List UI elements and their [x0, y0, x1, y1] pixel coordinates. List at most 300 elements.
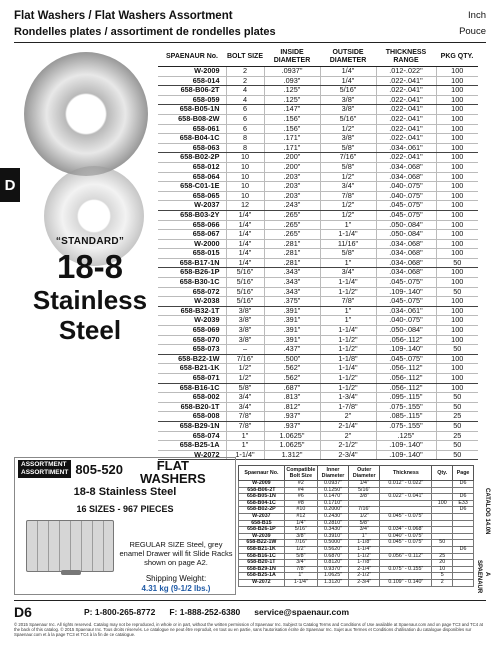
bolt-size-cell: 6	[226, 124, 264, 134]
kit-inner-diameter-cell: 1.3120"	[317, 579, 348, 586]
bolt-size-cell: 1/2"	[226, 374, 264, 384]
part-number-cell[interactable]: 658-B02-2P	[158, 153, 226, 163]
part-number-cell[interactable]: 658-B08-2W	[158, 114, 226, 124]
table-row	[158, 114, 478, 124]
col-header-part-no: SPAENAUR No.	[158, 48, 226, 67]
contact-info	[84, 607, 349, 617]
kit-qty-cell: 25	[432, 553, 453, 560]
page-title: Flat Washers / Flat Washers Assortment	[14, 10, 233, 22]
kit-part-number-cell[interactable]: 658-B16-1C	[239, 553, 285, 560]
table-row	[158, 67, 478, 77]
kit-bolt-size-cell: #6	[284, 494, 317, 501]
col-header-bolt-size: BOLT SIZE	[226, 48, 264, 67]
outside-diameter-cell: 5/8"	[320, 143, 376, 153]
assortment-tag	[18, 460, 123, 478]
table-row	[158, 374, 478, 384]
pkg-qty-cell: 100	[436, 172, 478, 182]
outside-diameter-cell: 1"	[320, 316, 376, 326]
bolt-size-cell: 8	[226, 143, 264, 153]
thickness-cell: .034-.068"	[376, 268, 436, 278]
inside-diameter-cell: .391"	[264, 306, 320, 316]
inside-diameter-cell: 1.0625"	[264, 431, 320, 441]
thickness-cell: .075-.155"	[376, 421, 436, 431]
kit-page-cell	[453, 533, 474, 540]
kit-part-number-cell[interactable]: 658-B02-2P	[239, 507, 285, 514]
inside-diameter-cell: .243"	[264, 201, 320, 211]
outside-diameter-cell: 3/4"	[320, 182, 376, 192]
catalog-side-label: CATALOG 14.0N	[484, 488, 490, 535]
part-number-cell[interactable]: 658-B25-1A	[158, 441, 226, 451]
pkg-qty-cell: 100	[436, 239, 478, 249]
pkg-qty-cell: 50	[436, 393, 478, 403]
kit-part-number-cell[interactable]: 658-B04-1C	[239, 500, 285, 507]
outside-diameter-cell: 1/2"	[320, 201, 376, 211]
kit-part-number-cell[interactable]: 658-B26-1P	[239, 527, 285, 534]
inside-diameter-cell: .281"	[264, 258, 320, 268]
inside-diameter-cell: .391"	[264, 316, 320, 326]
thickness-cell: .045-.075"	[376, 210, 436, 220]
kit-part-number-cell[interactable]: 658-B20-1T	[239, 560, 285, 567]
pkg-qty-cell: 100	[436, 124, 478, 134]
kit-inner-diameter-cell: 0.2430"	[317, 513, 348, 520]
pkg-qty-cell: 100	[436, 143, 478, 153]
kit-header-row	[239, 466, 474, 481]
kit-part-number-cell[interactable]: 658-B21-1K	[239, 546, 285, 553]
thickness-cell: .109-.140"	[376, 287, 436, 297]
kit-page-cell: E33	[453, 500, 474, 507]
inside-diameter-cell: .687"	[264, 383, 320, 393]
table-row	[158, 210, 478, 220]
part-number-cell[interactable]: 658-B16-1C	[158, 383, 226, 393]
outside-diameter-cell: 1/4"	[320, 67, 376, 77]
page-number: D6	[14, 604, 32, 620]
pkg-qty-cell: 50	[436, 421, 478, 431]
part-number-cell[interactable]: 658-B32-1T	[158, 306, 226, 316]
outside-diameter-cell: 2"	[320, 431, 376, 441]
material-label-1: Stainless	[32, 285, 148, 315]
part-number-cell[interactable]: 658-061	[158, 124, 226, 134]
kit-part-number-cell[interactable]: 658-B29-1N	[239, 566, 285, 573]
outside-diameter-cell: 3/8"	[320, 134, 376, 144]
table-row	[158, 134, 478, 144]
thickness-cell: .109-.140"	[376, 441, 436, 451]
bolt-size-cell: 1/4"	[226, 230, 264, 240]
outside-diameter-cell: 1-1/4"	[320, 230, 376, 240]
bolt-size-cell: 5/8"	[226, 383, 264, 393]
kit-qty-cell	[432, 487, 453, 494]
phone-number[interactable]: P: 1-800-265-8772	[84, 607, 156, 617]
inside-diameter-cell: .203"	[264, 182, 320, 192]
assortment-part-number: 805-520	[75, 461, 124, 477]
part-number-cell[interactable]: W-2037	[158, 201, 226, 211]
inside-diameter-cell: .093"	[264, 76, 320, 86]
part-number-cell[interactable]: 658-008	[158, 412, 226, 422]
table-row	[158, 182, 478, 192]
kit-bolt-size-cell: #10	[284, 507, 317, 514]
part-number-cell[interactable]: 658-B29-1N	[158, 421, 226, 431]
inside-diameter-cell: .125"	[264, 86, 320, 96]
kit-bolt-size-cell: 1/4"	[284, 520, 317, 527]
inside-diameter-cell: .265"	[264, 230, 320, 240]
part-number-cell[interactable]: 658-067	[158, 230, 226, 240]
assortment-description: REGULAR SIZE Steel, grey enamel Drawer will fit Slide Racks shown on page A2.	[119, 540, 233, 567]
pkg-qty-cell: 100	[436, 374, 478, 384]
bolt-size-cell: 7/8"	[226, 412, 264, 422]
bolt-size-cell: 1/2"	[226, 364, 264, 374]
table-row	[158, 421, 478, 431]
kit-inner-diameter-cell: 0.8120"	[317, 560, 348, 567]
kit-inner-diameter-cell: 0.1250"	[317, 487, 348, 494]
inside-diameter-cell: .203"	[264, 172, 320, 182]
pkg-qty-cell: 25	[436, 431, 478, 441]
kit-page-cell: D6	[453, 481, 474, 488]
kit-qty-cell: 100	[432, 500, 453, 507]
fax-number[interactable]: F: 1-888-252-6380	[169, 607, 241, 617]
kit-qty-cell	[432, 481, 453, 488]
bolt-size-cell: 3/8"	[226, 316, 264, 326]
kit-part-number-cell[interactable]: W-2039	[239, 533, 285, 540]
material-label-2: Steel	[58, 315, 122, 345]
part-number-cell[interactable]: W-2009	[158, 67, 226, 77]
bolt-size-cell: 5/16"	[226, 278, 264, 288]
kit-bolt-size-cell: #2	[284, 481, 317, 488]
kit-page-cell	[453, 527, 474, 534]
outside-diameter-cell: 2"	[320, 412, 376, 422]
part-number-cell[interactable]: 658-B30-1C	[158, 278, 226, 288]
inside-diameter-cell: .813"	[264, 393, 320, 403]
kit-outer-diameter-cell: 3/8"	[349, 494, 380, 501]
table-row	[158, 162, 478, 172]
pkg-qty-cell: 100	[436, 306, 478, 316]
kit-outer-diameter-cell: 1/2"	[349, 513, 380, 520]
kit-qty-cell	[432, 513, 453, 520]
part-number-cell[interactable]: W-2039	[158, 316, 226, 326]
kit-bolt-size-cell: 5/8"	[284, 553, 317, 560]
kit-thickness-cell: 0.056" - 0.112"	[380, 553, 432, 560]
part-number-cell[interactable]: 658-063	[158, 143, 226, 153]
bolt-size-cell: 6	[226, 105, 264, 115]
inside-diameter-cell: .562"	[264, 374, 320, 384]
assortment-title-1: FLAT	[156, 458, 189, 473]
inside-diameter-cell: .147"	[264, 105, 320, 115]
inside-diameter-cell: .937"	[264, 412, 320, 422]
bolt-size-cell: 5/16"	[226, 268, 264, 278]
inside-diameter-cell: 1.312"	[264, 450, 320, 460]
footer-rule	[14, 600, 486, 601]
bolt-size-cell: 3/4"	[226, 393, 264, 403]
part-number-cell[interactable]: W-2000	[158, 239, 226, 249]
inside-diameter-cell: .500"	[264, 354, 320, 364]
inside-diameter-cell: .200"	[264, 162, 320, 172]
assortment-tag-box	[18, 460, 71, 478]
thickness-cell: .034-.061"	[376, 306, 436, 316]
kit-part-number-cell[interactable]: 658-B25-1A	[239, 573, 285, 580]
page-title-fr: Rondelles plates / assortiment de rondelles plates	[14, 26, 276, 38]
kit-bolt-size-cell: 5/16"	[284, 527, 317, 534]
kit-bolt-size-cell: 3/4"	[284, 560, 317, 567]
pkg-qty-cell: 50	[436, 441, 478, 451]
bolt-size-cell: 10	[226, 162, 264, 172]
kit-bolt-size-cell: #8	[284, 500, 317, 507]
bolt-size-cell: 4	[226, 86, 264, 96]
assortment-subtitle: 18-8 Stainless Steel	[73, 486, 177, 498]
header-rule	[14, 42, 486, 43]
kit-part-number-cell[interactable]: W-2072	[239, 579, 285, 586]
part-number-cell[interactable]: 658-066	[158, 220, 226, 230]
part-number-cell[interactable]: 658-070	[158, 335, 226, 345]
bolt-size-cell: 1/4"	[226, 210, 264, 220]
kit-col-outer-diameter: Outer Diameter	[349, 466, 380, 481]
bolt-size-cell: 1/4"	[226, 239, 264, 249]
kit-thickness-cell: 0.045" - 0.075"	[380, 540, 432, 547]
kit-inner-diameter-cell: 0.3430"	[317, 527, 348, 534]
inside-diameter-cell: .562"	[264, 364, 320, 374]
kit-qty-cell	[432, 520, 453, 527]
bolt-size-cell: 5/16"	[226, 287, 264, 297]
thickness-cell: .022-.041"	[376, 95, 436, 105]
bolt-size-cell: 10	[226, 172, 264, 182]
kit-col-inner-diameter: Inner Diameter	[317, 466, 348, 481]
part-number-cell[interactable]: 658-015	[158, 249, 226, 259]
part-number-cell[interactable]: 658-B17-1N	[158, 258, 226, 268]
pkg-qty-cell: 50	[436, 402, 478, 412]
part-number-cell[interactable]: 658-B20-1T	[158, 402, 226, 412]
inside-diameter-cell: 1.0625"	[264, 441, 320, 451]
kit-outer-diameter-cell: 3/4"	[349, 527, 380, 534]
washer-spec-body	[158, 67, 478, 460]
kit-page-cell: D6	[453, 494, 474, 501]
col-header-inside-diameter: INSIDE DIAMETER	[264, 48, 320, 67]
inside-diameter-cell: .156"	[264, 114, 320, 124]
shipping-weight: 4.31 kg (9-1/2 lbs.)	[141, 584, 211, 593]
pkg-qty-cell: 100	[436, 134, 478, 144]
outside-diameter-cell: 5/8"	[320, 249, 376, 259]
part-number-cell[interactable]: 658-059	[158, 95, 226, 105]
unit-label-fr: Pouce	[459, 26, 486, 37]
part-number-cell[interactable]: 658-012	[158, 162, 226, 172]
outside-diameter-cell: 1"	[320, 220, 376, 230]
outside-diameter-cell: 1-1/4"	[320, 364, 376, 374]
pkg-qty-cell: 100	[436, 86, 478, 96]
pkg-qty-cell: 100	[436, 297, 478, 307]
part-number-cell[interactable]: 658-B22-1W	[158, 354, 226, 364]
thickness-cell: .109-.140"	[376, 345, 436, 355]
kit-outer-diameter-cell: 1"	[349, 533, 380, 540]
col-header-pkg-qty: PKG QTY.	[436, 48, 478, 67]
table-row	[158, 326, 478, 336]
drawer-handle-icon	[61, 570, 81, 575]
kit-part-number-cell[interactable]: W-2009	[239, 481, 285, 488]
kit-table-row	[239, 527, 474, 534]
part-number-cell[interactable]: W-2038	[158, 297, 226, 307]
kit-qty-cell: 2	[432, 579, 453, 586]
bolt-size-cell: 7/16"	[226, 354, 264, 364]
page-header	[14, 10, 486, 22]
pkg-qty-cell: 100	[436, 364, 478, 374]
table-row	[158, 86, 478, 96]
bolt-size-cell: 3/8"	[226, 335, 264, 345]
kit-part-number-cell[interactable]: 658-B05-1N	[239, 494, 285, 501]
thickness-cell: .040-.075"	[376, 182, 436, 192]
inside-diameter-cell: .391"	[264, 335, 320, 345]
bolt-size-cell: 8	[226, 134, 264, 144]
thickness-cell: .034-.068"	[376, 172, 436, 182]
bolt-size-cell: 1/4"	[226, 220, 264, 230]
kit-inner-diameter-cell: 0.1470"	[317, 494, 348, 501]
kit-thickness-cell: 0.012" - 0.022"	[380, 481, 432, 488]
outside-diameter-cell: 11/16"	[320, 239, 376, 249]
kit-inner-diameter-cell: 0.1710"	[317, 500, 348, 507]
part-number-cell[interactable]: 658-069	[158, 326, 226, 336]
email-link[interactable]: service@spaenaur.com	[254, 607, 350, 617]
kit-inner-diameter-cell: 1.0625"	[317, 573, 348, 580]
outside-diameter-cell: 1-1/2"	[320, 287, 376, 297]
part-number-cell[interactable]: 658-B06-2T	[158, 86, 226, 96]
kit-thickness-cell: 0.045" - 0.075"	[380, 513, 432, 520]
inside-diameter-cell: .812"	[264, 402, 320, 412]
kit-inner-diameter-cell: 0.2000"	[317, 507, 348, 514]
outside-diameter-cell: 1/2"	[320, 210, 376, 220]
washer-spec-table	[158, 48, 478, 460]
outside-diameter-cell: 1-1/2"	[320, 374, 376, 384]
bolt-size-cell: 1"	[226, 441, 264, 451]
bolt-size-cell: 10	[226, 182, 264, 192]
table-row	[158, 393, 478, 403]
kit-bolt-size-cell: 1/2"	[284, 546, 317, 553]
thickness-cell: .125"	[376, 431, 436, 441]
assortment-tag-fr: ASSORTIMENT	[21, 469, 69, 476]
pkg-qty-cell: 50	[436, 287, 478, 297]
thickness-cell: .012-.022"	[376, 67, 436, 77]
kit-part-number-cell[interactable]: 658-B15	[239, 520, 285, 527]
outside-diameter-cell: 3/4"	[320, 268, 376, 278]
bolt-size-cell: 3/8"	[226, 306, 264, 316]
part-number-cell[interactable]: 658-064	[158, 172, 226, 182]
kit-qty-cell	[432, 527, 453, 534]
part-number-cell[interactable]: 658-071	[158, 374, 226, 384]
outside-diameter-cell: 1-1/2"	[320, 383, 376, 393]
copyright-notice: © 2015 Spaenaur Inc. All rights reserved. Catalog may not be reproduced, in whole or in part, without the written permission of Spaenaur Inc. Subject to Catalog Terms and Conditions of Use available at Spaenaur.com and on page TC3 and TC4 at the back of this catalog. © 2015 Spaenaur Inc. Tous droits réservés. Le catalogue ne peut être reproduit, en tout ou en partie, sans l'autorisation écrite de Spaenaur Inc. Sujet aux Termes et Conditions d'utilisation du catalogue disponibles sur Spaenaur.com et à la page TC3 et TC4 à la fin de ce catalogue.	[14, 622, 483, 637]
part-number-cell[interactable]: W-2072	[158, 450, 226, 460]
kit-part-number-cell[interactable]: 658-B06-2T	[239, 487, 285, 494]
part-number-cell[interactable]: 658-C01-1E	[158, 182, 226, 192]
part-number-cell[interactable]: 658-002	[158, 393, 226, 403]
assortment-sizes: 16 SIZES - 967 PIECES	[76, 504, 174, 514]
part-number-cell[interactable]: 658-B26-1P	[158, 268, 226, 278]
thickness-cell: .034-.061"	[376, 143, 436, 153]
part-number-cell[interactable]: 658-B21-1K	[158, 364, 226, 374]
kit-page-cell: D6	[453, 546, 474, 553]
kit-page-cell: D6	[453, 507, 474, 514]
bolt-size-cell: 1"	[226, 431, 264, 441]
pkg-qty-cell: 100	[436, 335, 478, 345]
outside-diameter-cell: 1-1/4"	[320, 326, 376, 336]
pkg-qty-cell: 100	[436, 105, 478, 115]
bolt-size-cell: 10	[226, 153, 264, 163]
outside-diameter-cell: 1/2"	[320, 172, 376, 182]
inside-diameter-cell: .391"	[264, 326, 320, 336]
thickness-cell: .022-.041"	[376, 134, 436, 144]
kit-outer-diameter-cell: 2-1/4"	[349, 566, 380, 573]
kit-bolt-size-cell: 1-1/4"	[284, 579, 317, 586]
part-number-cell[interactable]: 658-B05-1N	[158, 105, 226, 115]
kit-part-number-cell[interactable]: W-2037	[239, 513, 285, 520]
kit-outer-diameter-cell: 1-1/2"	[349, 553, 380, 560]
pkg-qty-cell: 100	[436, 230, 478, 240]
bolt-size-cell: 6	[226, 114, 264, 124]
kit-outer-diameter-cell: 1-1/8"	[349, 540, 380, 547]
thickness-cell: .034-.068"	[376, 258, 436, 268]
kit-outer-diameter-cell: 5/16"	[349, 487, 380, 494]
kit-bolt-size-cell: #4	[284, 487, 317, 494]
thickness-cell: .022-.041"	[376, 86, 436, 96]
thickness-cell: .034-.068"	[376, 239, 436, 249]
kit-outer-diameter-cell: 1-7/8"	[349, 560, 380, 567]
pkg-qty-cell: 100	[436, 383, 478, 393]
assortment-title-2: WASHERS	[140, 471, 206, 486]
pkg-qty-cell: 100	[436, 114, 478, 124]
part-number-cell[interactable]: 658-014	[158, 76, 226, 86]
kit-bolt-size-cell: 1"	[284, 573, 317, 580]
grade-label: 18-8	[56, 248, 124, 285]
inside-diameter-cell: .281"	[264, 249, 320, 259]
kit-inner-diameter-cell: 0.2810"	[317, 520, 348, 527]
part-number-cell[interactable]: 658-B04-1C	[158, 134, 226, 144]
kit-page-cell	[453, 553, 474, 560]
kit-thickness-cell: 0.109" - 0.140"	[380, 579, 432, 586]
kit-inner-diameter-cell: 0.3910"	[317, 533, 348, 540]
pkg-qty-cell: 100	[436, 162, 478, 172]
thickness-cell: .022-.041"	[376, 76, 436, 86]
table-row	[158, 297, 478, 307]
kit-inner-diameter-cell: 0.5620"	[317, 546, 348, 553]
inside-diameter-cell: .375"	[264, 297, 320, 307]
kit-col-page: Page	[453, 466, 474, 481]
part-number-cell[interactable]: 658-072	[158, 287, 226, 297]
bolt-size-cell: 3/4"	[226, 402, 264, 412]
part-number-cell[interactable]: 658-073	[158, 345, 226, 355]
table-row	[158, 441, 478, 451]
product-label	[22, 236, 158, 345]
pkg-qty-cell: 100	[436, 182, 478, 192]
inside-diameter-cell: .203"	[264, 191, 320, 201]
section-tab[interactable]: D	[0, 168, 20, 202]
part-number-cell[interactable]: 658-074	[158, 431, 226, 441]
inside-diameter-cell: .343"	[264, 268, 320, 278]
kit-part-number-cell[interactable]: 658-B22-1W	[239, 540, 285, 547]
outside-diameter-cell: 7/16"	[320, 153, 376, 163]
kit-qty-cell: 20	[432, 560, 453, 567]
thickness-cell: .050-.084"	[376, 326, 436, 336]
pkg-qty-cell: 50	[436, 450, 478, 460]
pkg-qty-cell: 100	[436, 326, 478, 336]
outside-diameter-cell: 7/8"	[320, 297, 376, 307]
thickness-cell: .050-.084"	[376, 230, 436, 240]
page-subheader	[14, 26, 486, 38]
kit-inner-diameter-cell: 0.6870"	[317, 553, 348, 560]
part-number-cell[interactable]: 658-B03-2Y	[158, 210, 226, 220]
outside-diameter-cell: 1"	[320, 306, 376, 316]
assortment-drawer-image	[26, 520, 114, 572]
part-number-cell[interactable]: 658-065	[158, 191, 226, 201]
kit-thickness-cell	[380, 500, 432, 507]
bolt-size-cell: 7/8"	[226, 421, 264, 431]
inside-diameter-cell: .156"	[264, 124, 320, 134]
outside-diameter-cell: 5/8"	[320, 162, 376, 172]
kit-outer-diameter-cell: 2-3/4"	[349, 579, 380, 586]
kit-bolt-size-cell: 7/8"	[284, 566, 317, 573]
shipping-label: Shipping Weight:	[145, 574, 207, 583]
